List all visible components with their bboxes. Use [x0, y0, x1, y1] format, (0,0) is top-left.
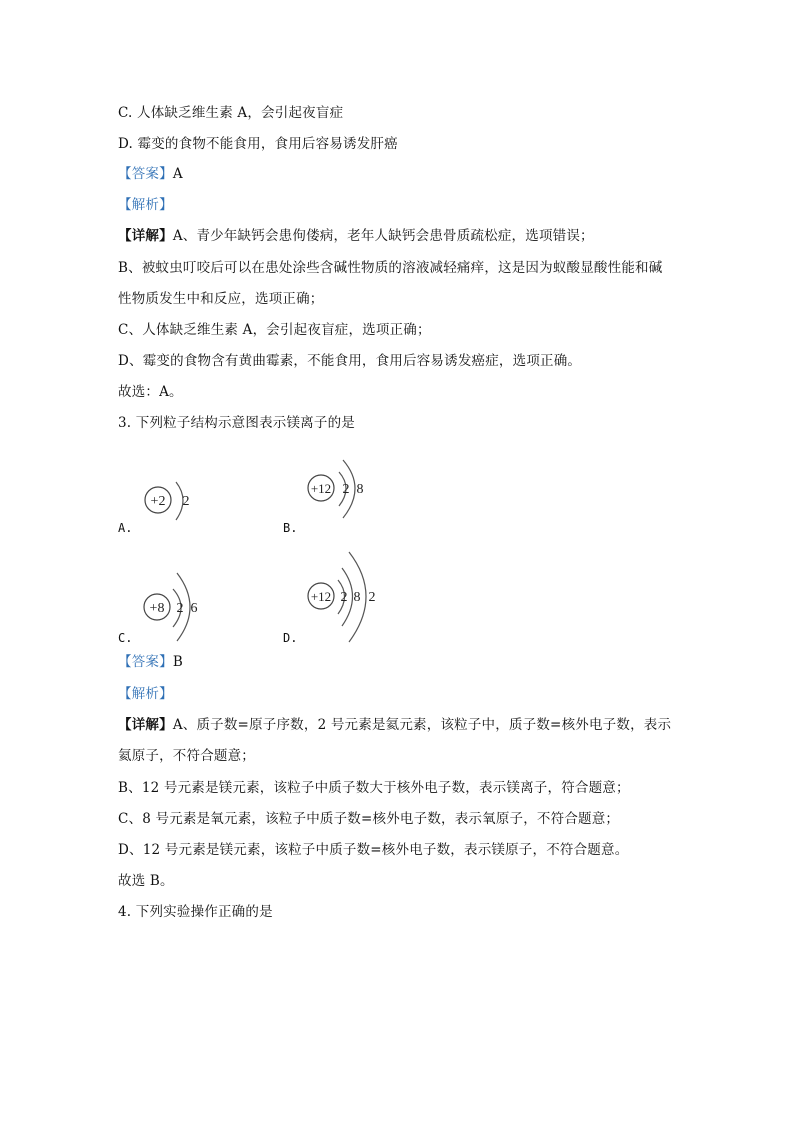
atom-diagram-a [140, 470, 210, 530]
atom-diagram-c [141, 567, 221, 647]
option-label-a[interactable]: A. [118, 521, 133, 535]
q3-conclusion: 故选 B。 [118, 873, 174, 889]
option-label-c[interactable]: C. [118, 631, 133, 645]
detail-tag: 【详解】 [118, 228, 173, 244]
svg-text:+8: +8 [149, 601, 165, 616]
q2-analysis [118, 195, 173, 215]
q3-analysis [118, 684, 173, 704]
q3-detail-line: B、12 号元素是镁元素，该粒子中质子数大于核外电子数，表示镁离子，符合题意； [118, 780, 630, 796]
svg-text:+12: +12 [310, 589, 332, 604]
nucleus-charge: +2 [150, 494, 166, 509]
q3-stem: 3. 下列粒子结构示意图表示镁离子的是 [118, 415, 355, 431]
svg-text:2: 2 [340, 590, 348, 605]
svg-text:2: 2 [342, 482, 350, 497]
q2-detail-line: D、霉变的食物含有黄曲霉素，不能食用，食用后容易诱发癌症，选项正确。 [118, 353, 582, 369]
svg-text:2: 2 [176, 601, 184, 616]
svg-text:2: 2 [368, 590, 376, 605]
q3-detail-line [118, 715, 671, 735]
option-label-d[interactable]: D. [283, 631, 298, 645]
svg-text:2: 2 [182, 494, 190, 509]
q2-detail-line: C、人体缺乏维生素 A，会引起夜盲症，选项正确； [118, 322, 431, 338]
analysis-tag: 【解析】 [118, 197, 173, 213]
q3-detail-line: C、8 号元素是氧元素，该粒子中质子数=核外电子数，表示氧原子，不符合题意； [118, 811, 620, 827]
detail-text: A、质子数=原子序数，2 号元素是氦元素，该粒子中，质子数=核外电子数，表示 [172, 717, 672, 733]
svg-text:+12: +12 [310, 481, 332, 496]
svg-text:8: 8 [353, 590, 361, 605]
q2-detail-line [118, 226, 594, 246]
q3-detail-line: 氦原子，不符合题意； [118, 748, 255, 764]
atom-diagram-d [303, 548, 393, 648]
q3-detail-line: D、12 号元素是镁元素，该粒子中质子数=核外电子数，表示镁原子，不符合题意。 [118, 842, 629, 858]
analysis-tag: 【解析】 [118, 686, 173, 702]
q4-stem: 4. 下列实验操作正确的是 [118, 904, 273, 920]
answer-value: A [172, 166, 183, 182]
q2-option-c: C. 人体缺乏维生素 A，会引起夜盲症 [118, 105, 344, 121]
answer-tag: 【答案】 [118, 654, 173, 670]
q2-detail-line: B、被蚊虫叮咬后可以在患处涂些含碱性物质的溶液减轻痛痒，这是因为蚁酸显酸性能和碱 [118, 260, 663, 276]
q2-answer [118, 164, 183, 184]
q2-conclusion: 故选：A。 [118, 384, 183, 400]
answer-tag: 【答案】 [118, 166, 173, 182]
answer-value: B [172, 654, 183, 670]
q3-answer [118, 652, 183, 672]
atom-diagram-b [303, 452, 383, 532]
detail-text: A、青少年缺钙会患佝偻病，老年人缺钙会患骨质疏松症，选项错误； [172, 228, 594, 244]
q2-detail-line: 性物质发生中和反应，选项正确； [118, 291, 324, 307]
q2-option-d: D. 霉变的食物不能食用，食用后容易诱发肝癌 [118, 136, 398, 152]
detail-tag: 【详解】 [118, 717, 173, 733]
svg-text:8: 8 [356, 482, 364, 497]
svg-text:6: 6 [190, 601, 198, 616]
option-label-b[interactable]: B. [283, 521, 298, 535]
